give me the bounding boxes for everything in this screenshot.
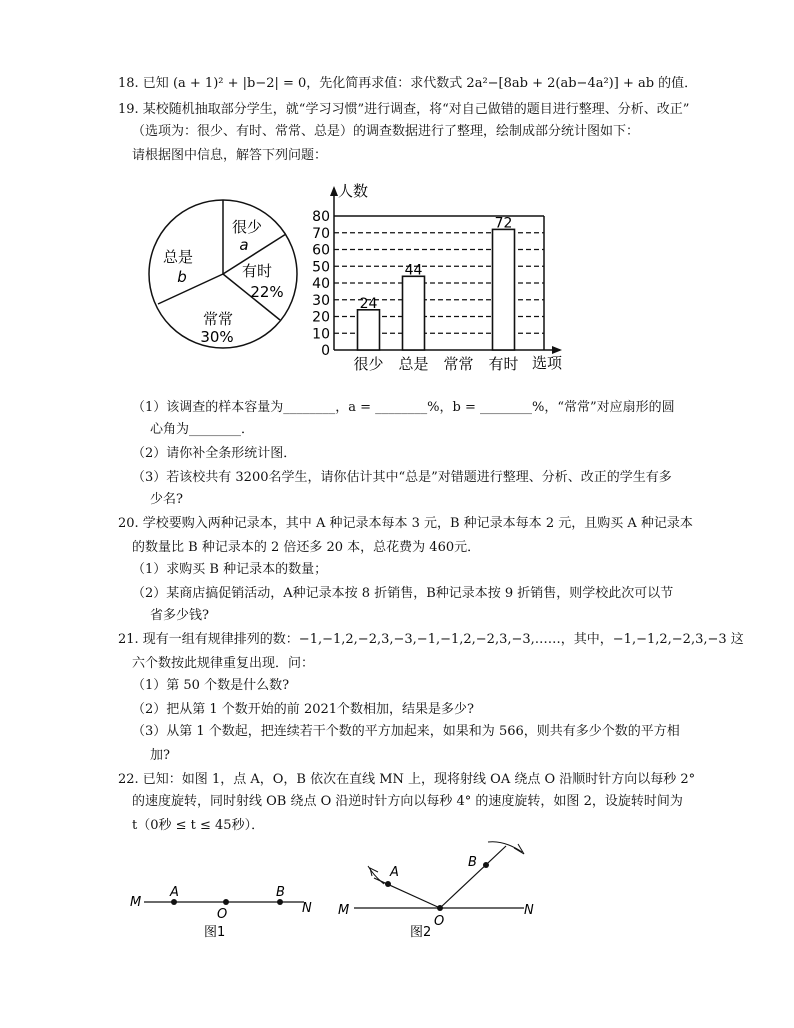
y-tick-label: 20 — [312, 309, 330, 326]
q19-line1: 19. 某校随机抽取部分学生，就“学习习惯”进行调查，将“对自己做错的题目进行整理、分析、改正” — [118, 102, 690, 117]
y-tick-label: 60 — [312, 242, 330, 259]
q21-sub3b: 加? — [150, 748, 170, 763]
x-tick-label: 常常 — [443, 355, 474, 373]
pie-chart — [140, 194, 310, 354]
q18-text: 18. 已知 (a + 1)² + |b−2| = 0，先化简再求值：求代数式 2a²−[8ab + 2(ab−4a²)] + ab 的值． — [118, 76, 698, 91]
pie-value-changchang: 30% — [200, 328, 234, 346]
y-tick-label: 40 — [312, 276, 330, 292]
pie-label-henshao: 很少 — [231, 218, 263, 236]
fig1-label-M: M — [130, 895, 142, 910]
fig2-label-M: M — [338, 903, 350, 918]
q19-line2: （选项为：很少、有时、常常、总是）的调查数据进行了整理，绘制成部分统计图如下： — [132, 124, 640, 139]
x-tick-label: 总是 — [398, 355, 429, 373]
y-axis-arrow — [330, 186, 338, 196]
x-tick-label: 很少 — [353, 355, 384, 373]
fig2-label-B: B — [468, 855, 477, 870]
pie-label-youshi: 有时 — [241, 262, 273, 280]
y-tick-label: 80 — [312, 209, 330, 225]
q22-line3: t（0秒 ≤ t ≤ 45秒）． — [132, 818, 265, 833]
q21-sub1: （1）第 50 个数是什么数? — [132, 678, 290, 693]
bar — [403, 276, 425, 350]
q19-sub3a: （3）若该校共有 3200名学生，请你估计其中“总是”对错题进行整理、分析、改正的学生有多 — [132, 470, 672, 485]
q21-line1: 21. 现有一组有规律排列的数：−1,−1,2,−2,3,−3,−1,−1,2,−2,3,−3,……，其中，−1,−1,2,−2,3,−3 这 — [118, 632, 744, 647]
y-tick-label: 30 — [312, 292, 330, 309]
bar — [358, 310, 380, 350]
q21-line2: 六个数按此规律重复出现．问： — [132, 656, 315, 671]
bar-value-label: 72 — [494, 215, 513, 232]
q20-line1: 20. 学校要购入两种记录本，其中 A 种记录本每本 3 元，B 种记录本每本 2 元，且购买 A 种记录本 — [118, 516, 693, 531]
q19-sub1a: （1）该调查的样本容量为________，a = ________%，b = ________%，“常常”对应扇形的圆 — [132, 400, 675, 415]
q19-sub1b: 心角为________． — [150, 422, 255, 437]
y-tick-label: 10 — [312, 326, 330, 343]
fig1-label-A: A — [170, 885, 179, 900]
y-tick-label: 70 — [312, 225, 330, 242]
x-tick-label: 有时 — [488, 355, 519, 373]
fig1-caption: 图1 — [204, 925, 226, 940]
fig2-label-N: N — [524, 903, 534, 918]
fig2-label-O: O — [434, 914, 445, 929]
fig1-label-B: B — [276, 885, 285, 900]
x-axis-label: 选项 — [532, 354, 563, 372]
bar-chart — [300, 180, 580, 380]
fig1-label-O: O — [217, 907, 228, 922]
pie-value-youshi: 22% — [250, 283, 284, 301]
y-tick-label: 50 — [312, 259, 330, 276]
q21-sub2: （2）把从第 1 个数开始的前 2021个数相加，结果是多少? — [132, 702, 474, 717]
x-axis-arrow — [552, 346, 562, 354]
figure-2 — [334, 832, 554, 942]
q20-sub2b: 省多少钱? — [150, 608, 209, 623]
y-axis-label: 人数 — [338, 182, 369, 200]
fig2-label-A: A — [390, 865, 399, 880]
bar — [493, 229, 515, 350]
pie-value-b: b — [177, 268, 187, 286]
bar-value-label: 24 — [359, 295, 378, 312]
pie-label-zongshi: 总是 — [162, 248, 194, 266]
fig2-caption: 图2 — [410, 925, 432, 940]
q20-line2: 的数量比 B 种记录本的 2 倍还多 20 本，总花费为 460元． — [132, 540, 481, 555]
y-tick-label: 0 — [321, 343, 330, 359]
q19-line3: 请根据图中信息，解答下列问题： — [132, 148, 328, 163]
q19-sub3b: 少名? — [150, 492, 183, 507]
q21-sub3a: （3）从第 1 个数起，把连续若干个数的平方加起来，如果和为 566，则共有多少个数的平方相 — [132, 724, 680, 739]
q19-sub2: （2）请你补全条形统计图． — [132, 446, 297, 461]
q22-line2: 的速度旋转，同时射线 OB 绕点 O 沿逆时针方向以每秒 4° 的速度旋转，如图 2，设旋转时间为 — [132, 794, 683, 809]
figure-1 — [128, 880, 328, 940]
fig1-label-N: N — [302, 901, 312, 916]
bar-value-label: 44 — [404, 262, 423, 279]
pie-label-changchang: 常常 — [202, 310, 234, 328]
q20-sub1: （1）求购买 B 种记录本的数量； — [132, 562, 328, 577]
q20-sub2a: （2）某商店搞促销活动，A种记录本按 8 折销售，B种记录本按 9 折销售，则学校此次可以节 — [132, 586, 674, 601]
q22-line1: 22. 已知：如图 1，点 A，O，B 依次在直线 MN 上，现将射线 OA 绕点 O 沿顺时针方向以每秒 2° — [118, 772, 696, 787]
pie-value-a: a — [239, 236, 249, 254]
